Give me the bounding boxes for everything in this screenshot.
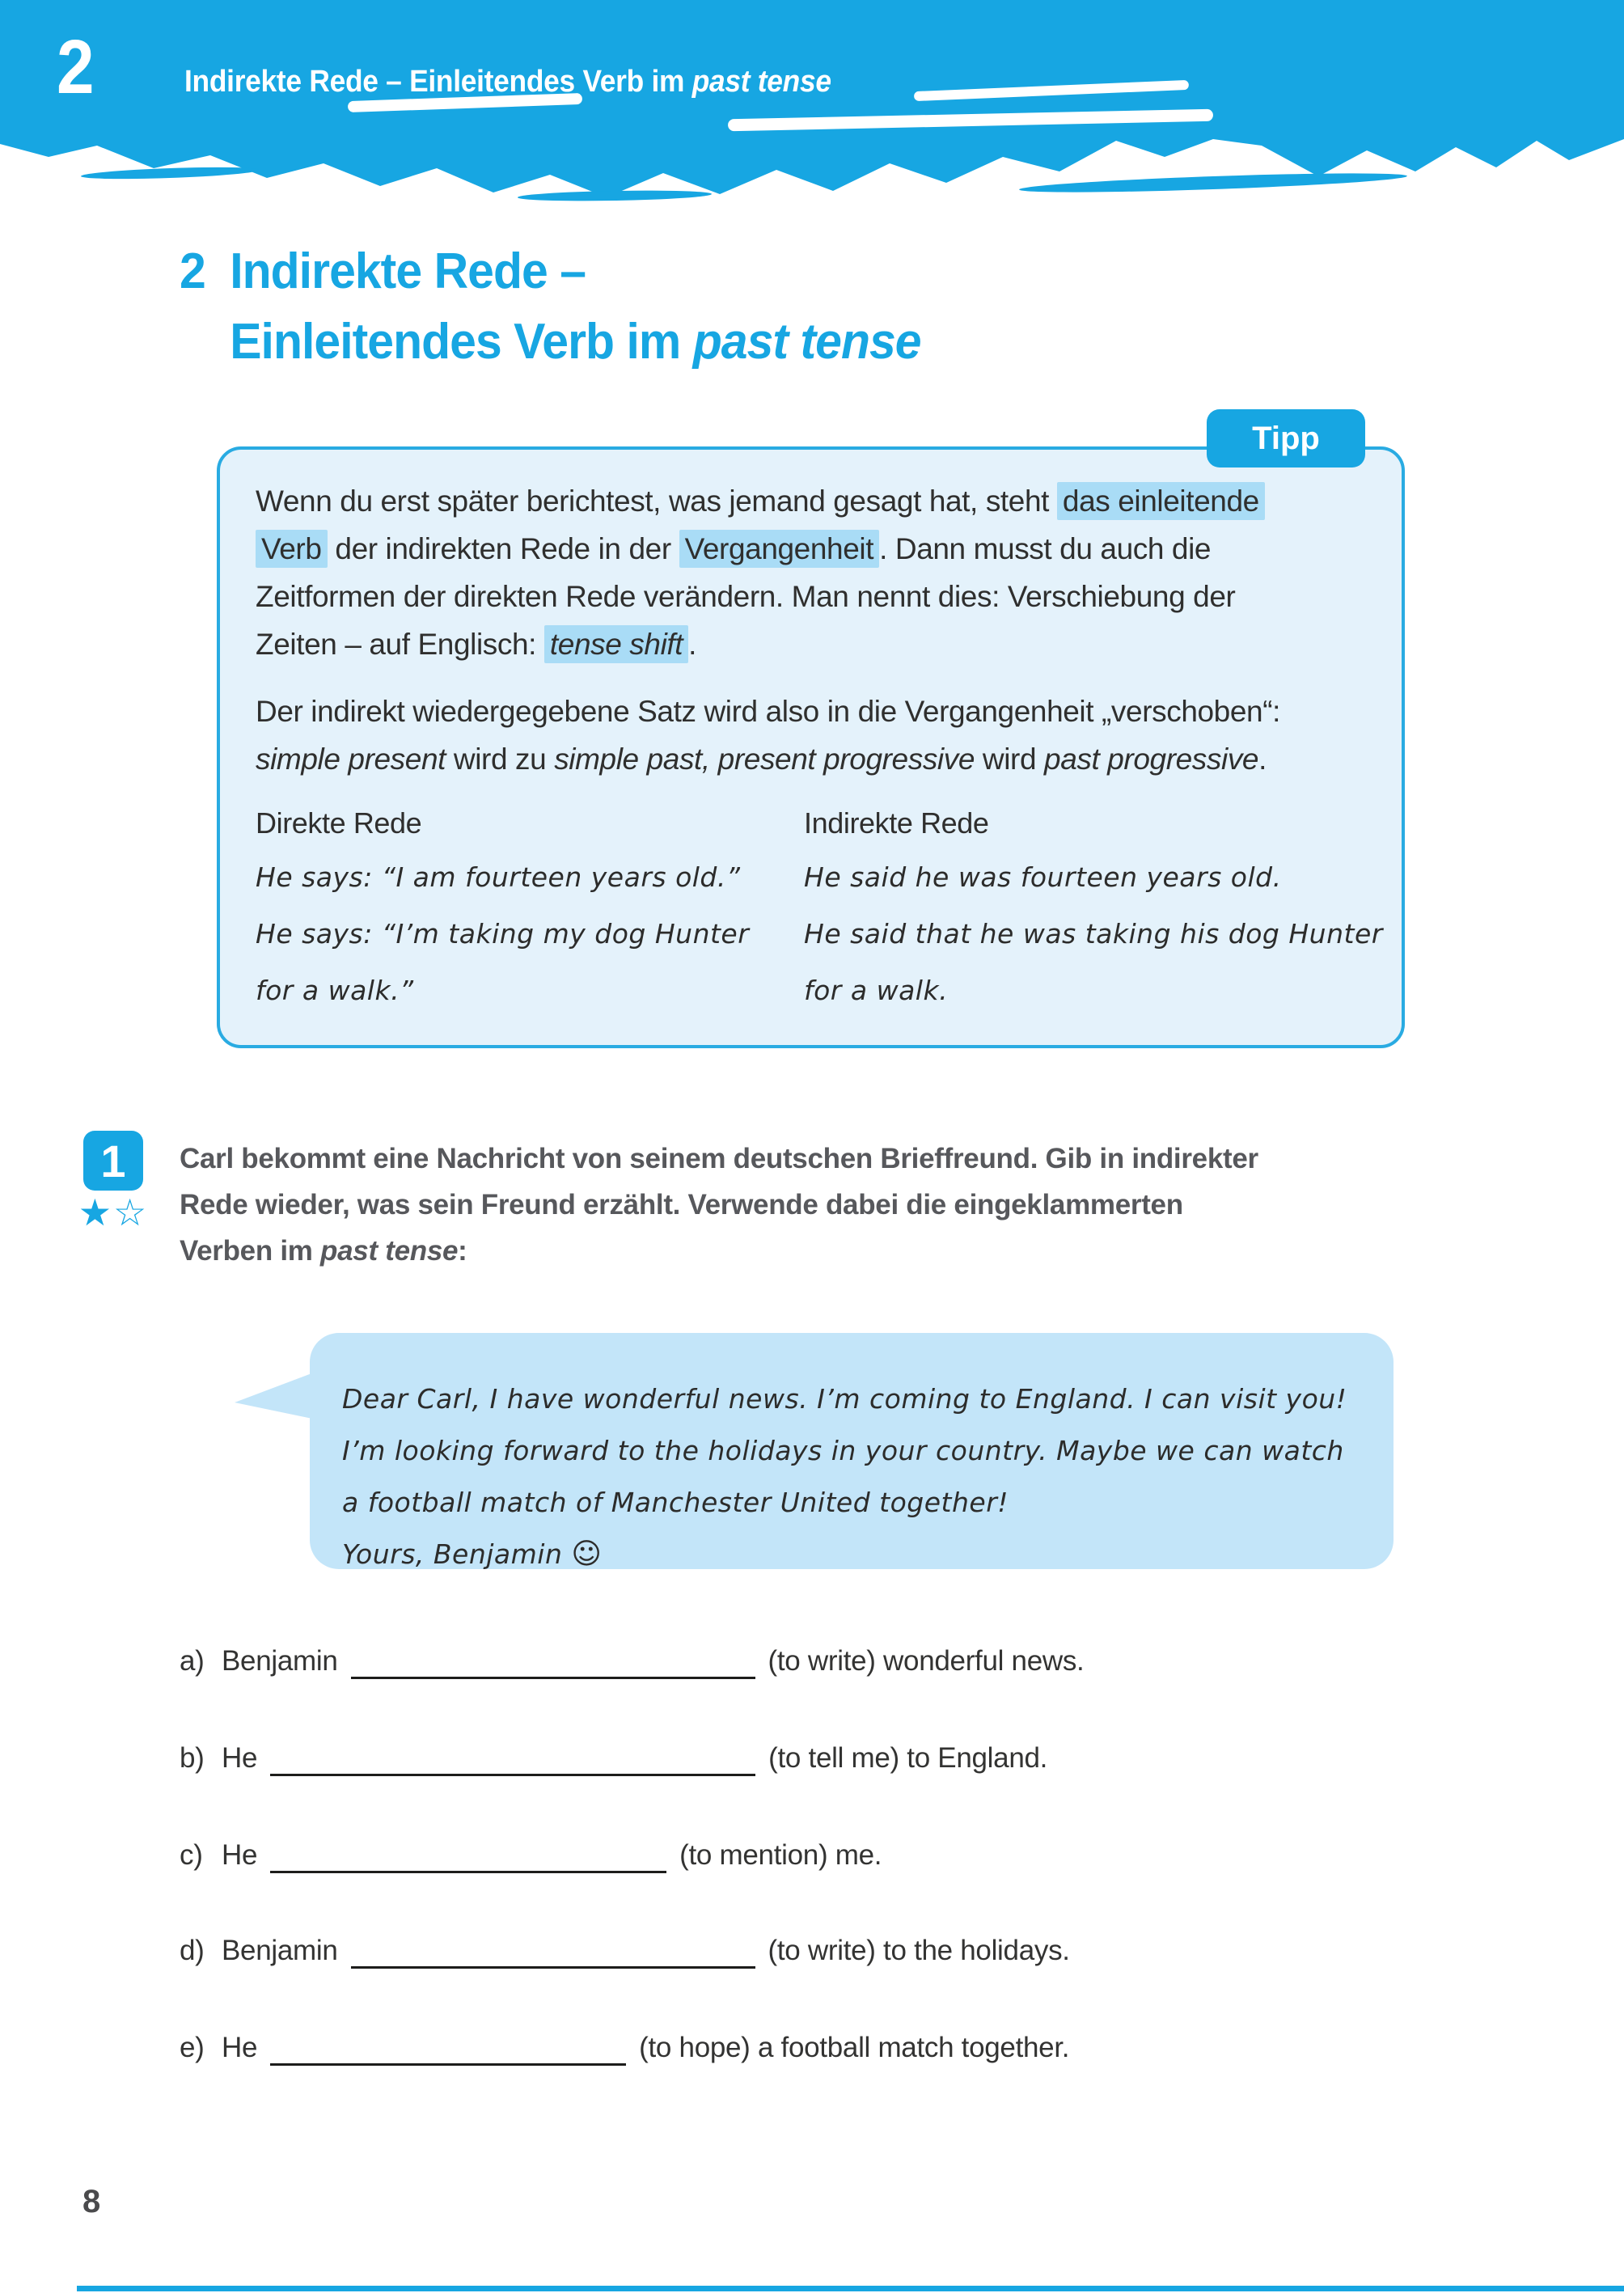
tip-text: wird zu — [446, 742, 555, 776]
item-letter: b) — [180, 1742, 205, 1774]
exercise-number: 1 — [100, 1135, 126, 1187]
page-title-line1: Indirekte Rede – — [230, 243, 586, 299]
direct-example-line: for a walk.” — [256, 975, 414, 1006]
tip-text: Wenn du erst später berichtest, was jemand gesagt hat, steht — [256, 484, 1057, 518]
bubble-line: Dear Carl, I have wonderful news. I’m coming to England. I can visit you! — [342, 1383, 1347, 1415]
item-after-text: (to hope) a football match together. — [639, 2032, 1070, 2063]
item-letter: d) — [180, 1935, 205, 1966]
tip-tab — [1207, 409, 1365, 467]
example-table — [256, 806, 1383, 1019]
page-title — [180, 236, 921, 377]
item-before-text: Benjamin — [222, 1935, 338, 1966]
item-before-text: Benjamin — [222, 1645, 338, 1677]
header-running-title — [184, 65, 831, 99]
tip-text: . Dann musst du auch die Zeitformen der direkten Rede verändern. Man nennt dies: Verschiebung der Zeiten – auf Englisch: — [256, 532, 1236, 661]
answer-blank — [351, 1932, 755, 1969]
exercise-item-b — [180, 1737, 1047, 1776]
tip-paragraph-2 — [256, 687, 1299, 783]
tip-highlight-vergangenheit: Vergangenheit — [679, 530, 879, 568]
indirect-speech-column — [804, 806, 1383, 1019]
item-before-text: He — [222, 2032, 258, 2063]
page-title-line2: Einleitendes Verb im — [230, 314, 693, 370]
exercise-item-d — [180, 1930, 1070, 1969]
bubble-line: I’m looking forward to the holidays in your country. Maybe we can watch — [342, 1435, 1344, 1466]
tip-text: . — [688, 628, 697, 661]
bubble-signature: Yours, Benjamin — [342, 1538, 572, 1570]
answer-blank — [351, 1643, 755, 1679]
exercise-number-badge — [83, 1131, 143, 1191]
header-brush-band — [0, 0, 1624, 123]
answer-blank — [270, 1837, 666, 1873]
item-letter: c) — [180, 1839, 203, 1871]
page-title-line2-italic: past tense — [692, 314, 921, 370]
direct-example-line: He says: “I am fourteen years old.” — [256, 861, 741, 893]
direct-example-line: He says: “I’m taking my dog Hunter — [256, 918, 750, 950]
tip-highlight-einleitendes-verb: das einleitende Verb — [256, 482, 1265, 568]
item-before-text: He — [222, 1839, 258, 1871]
tip-highlight-tense-shift: tense shift — [544, 625, 688, 663]
footer-rule — [77, 2286, 1624, 2291]
star-filled-icon: ★ — [78, 1191, 113, 1233]
indirect-speech-header: Indirekte Rede — [804, 806, 989, 840]
answer-blank — [270, 2029, 626, 2066]
item-after-text: (to tell me) to England. — [768, 1742, 1048, 1774]
tip-italic-past-progressive: past progressive — [1044, 742, 1259, 776]
header-title-text: Indirekte Rede – Einleitendes Verb im — [184, 65, 692, 99]
tip-text: der indirekten Rede in der — [327, 532, 679, 565]
brush-stroke-edge — [0, 123, 1624, 204]
item-after-text: (to mention) me. — [679, 1839, 882, 1871]
bubble-line — [342, 1529, 1364, 1580]
tip-content — [220, 450, 1402, 1019]
tip-tab-label: Tipp — [1252, 420, 1320, 456]
answer-blank — [270, 1740, 755, 1776]
instruction-text: : — [458, 1235, 467, 1267]
smiley-icon: ☺ — [571, 1538, 603, 1571]
tip-italic-simple-present: simple present — [256, 742, 446, 776]
indirect-example-line: for a walk. — [804, 975, 949, 1006]
exercise-item-c — [180, 1834, 882, 1873]
item-after-text: (to write) wonderful news. — [768, 1645, 1085, 1677]
star-outline-icon: ☆ — [113, 1191, 149, 1233]
instruction-text: Carl bekommt eine Nachricht von seinem deutschen Brieffreund. Gib in indirekter Rede wieder, was sein Freund erzählt. Verwende dabei die eingeklammerten Verben im — [180, 1143, 1258, 1267]
speech-bubble — [310, 1333, 1394, 1569]
tip-text: . — [1258, 742, 1267, 776]
header-chapter-number: 2 — [57, 24, 95, 110]
item-letter: e) — [180, 2032, 205, 2063]
header-title-italic: past tense — [691, 65, 831, 99]
tip-paragraph-1 — [256, 477, 1299, 668]
page-number: 8 — [82, 2184, 101, 2219]
item-after-text: (to write) to the holidays. — [768, 1935, 1070, 1966]
exercise-instruction — [180, 1136, 1284, 1274]
indirect-example-line: He said that he was taking his dog Hunter — [804, 918, 1383, 950]
page-title-number: 2 — [180, 243, 205, 299]
difficulty-stars — [74, 1191, 152, 1234]
bubble-line: a football match of Manchester United together! — [342, 1487, 1009, 1518]
direct-speech-column — [256, 806, 804, 1019]
tip-text: wird — [975, 742, 1045, 776]
tip-text: Der indirekt wiedergegebene Satz wird also in die Vergangenheit „verschoben“: — [256, 695, 1281, 728]
tip-box — [217, 446, 1405, 1048]
tip-italic-simple-past: simple past, present progressive — [554, 742, 975, 776]
instruction-italic-past-tense: past tense — [320, 1235, 459, 1267]
indirect-example-line: He said he was fourteen years old. — [804, 861, 1282, 893]
direct-speech-header: Direkte Rede — [256, 806, 422, 840]
exercise-item-e — [180, 2027, 1069, 2066]
item-letter: a) — [180, 1645, 205, 1677]
page-title-lines — [230, 236, 920, 377]
item-before-text: He — [222, 1742, 258, 1774]
speech-bubble-tail — [233, 1367, 322, 1432]
exercise-item-a — [180, 1640, 1084, 1679]
